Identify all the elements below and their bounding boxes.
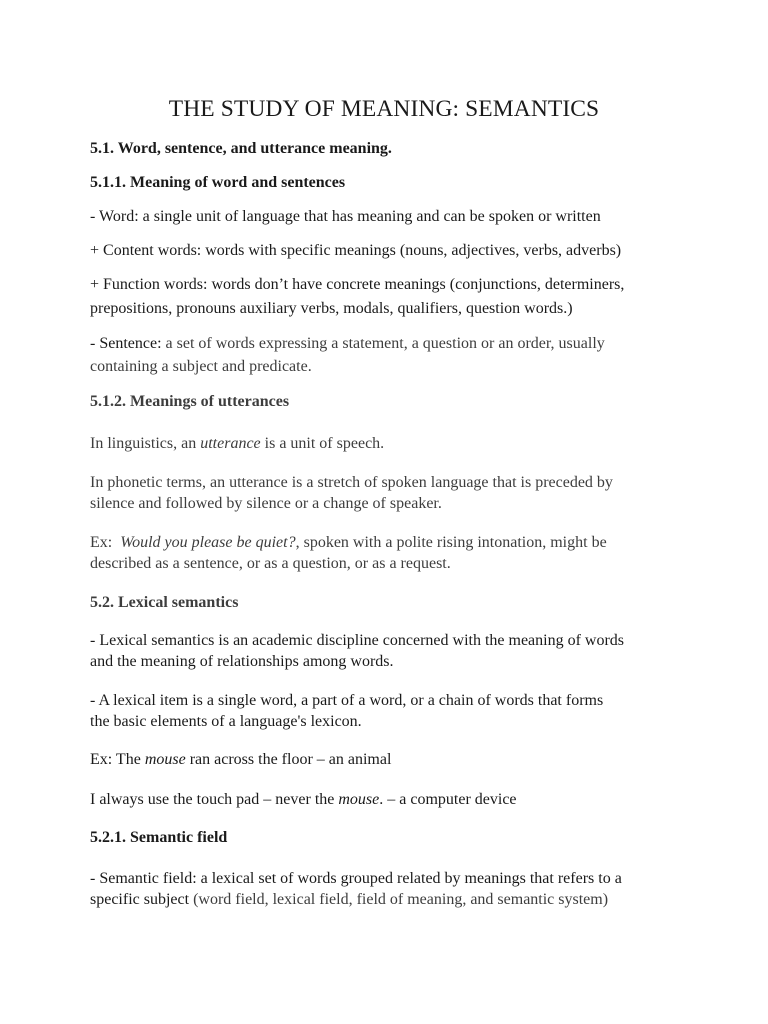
example-1-label: Ex: (90, 534, 121, 551)
heading-5-1-2: 5.1.2. Meanings of utterances (90, 393, 290, 410)
example-2-pre: Ex: The (90, 751, 145, 768)
example-2 (90, 749, 391, 770)
lexical-semantics-line-1: - Lexical semantics is an academic discipline concerned with the meaning of words (90, 632, 625, 649)
utterance-definition (90, 433, 384, 454)
semantic-field-line-2a: specific subject (90, 891, 194, 908)
utterance-pre: In linguistics, an (90, 435, 201, 452)
lexical-semantics-line-2: and the meaning of relationships among words. (90, 653, 394, 670)
example-3-pre: I always use the touch pad – never the (90, 791, 339, 808)
utterance-term: utterance (200, 435, 261, 452)
example-2-term: mouse (144, 751, 186, 768)
example-1-rest: , spoken with a polite rising intonation, might be (295, 534, 607, 551)
example-3 (90, 789, 517, 810)
example-1-line-2: described as a sentence, or as a question, or as a request. (90, 555, 451, 572)
example-1-line-1 (90, 532, 607, 553)
example-3-post: . – a computer device (379, 791, 517, 808)
semantic-field-line-2 (90, 889, 608, 910)
page-title: THE STUDY OF MEANING: SEMANTICS (168, 96, 600, 122)
sentence-text: a set of words expressing a statement, a question or an order, usually (161, 335, 605, 352)
heading-5-1: 5.1. Word, sentence, and utterance meaning. (90, 140, 392, 157)
heading-5-2: 5.2. Lexical semantics (90, 594, 239, 611)
example-1-quote: Would you please be quiet? (120, 534, 296, 551)
phonetic-line-1: In phonetic terms, an utterance is a stretch of spoken language that is preceded by (90, 474, 613, 491)
utterance-post: is a unit of speech. (260, 435, 385, 452)
example-3-term: mouse (338, 791, 380, 808)
phonetic-line-2: silence and followed by silence or a change of speaker. (90, 495, 442, 512)
lexical-item-line-2: the basic elements of a language's lexicon. (90, 713, 362, 730)
sentence-label: - Sentence: (90, 335, 162, 352)
function-words-line-1: + Function words: words don’t have concrete meanings (conjunctions, determiners, (90, 276, 625, 293)
content-words: + Content words: words with specific meanings (nouns, adjectives, verbs, adverbs) (90, 242, 622, 259)
lexical-item-line-1: - A lexical item is a single word, a part of a word, or a chain of words that forms (90, 692, 604, 709)
semantic-field-line-2b: (word field, lexical field, field of meaning, and semantic system) (193, 891, 609, 908)
semantic-field-line-1: - Semantic field: a lexical set of words grouped related by meanings that refers to a (90, 870, 622, 887)
heading-5-2-1: 5.2.1. Semantic field (90, 829, 228, 846)
sentence-definition (90, 333, 605, 354)
function-words-line-2: prepositions, pronouns auxiliary verbs, modals, qualifiers, question words.) (90, 300, 573, 317)
example-2-post: ran across the floor – an animal (185, 751, 392, 768)
sentence-definition-line-2: containing a subject and predicate. (90, 358, 312, 375)
word-definition: - Word: a single unit of language that has meaning and can be spoken or written (90, 208, 601, 225)
heading-5-1-1: 5.1.1. Meaning of word and sentences (90, 174, 346, 191)
